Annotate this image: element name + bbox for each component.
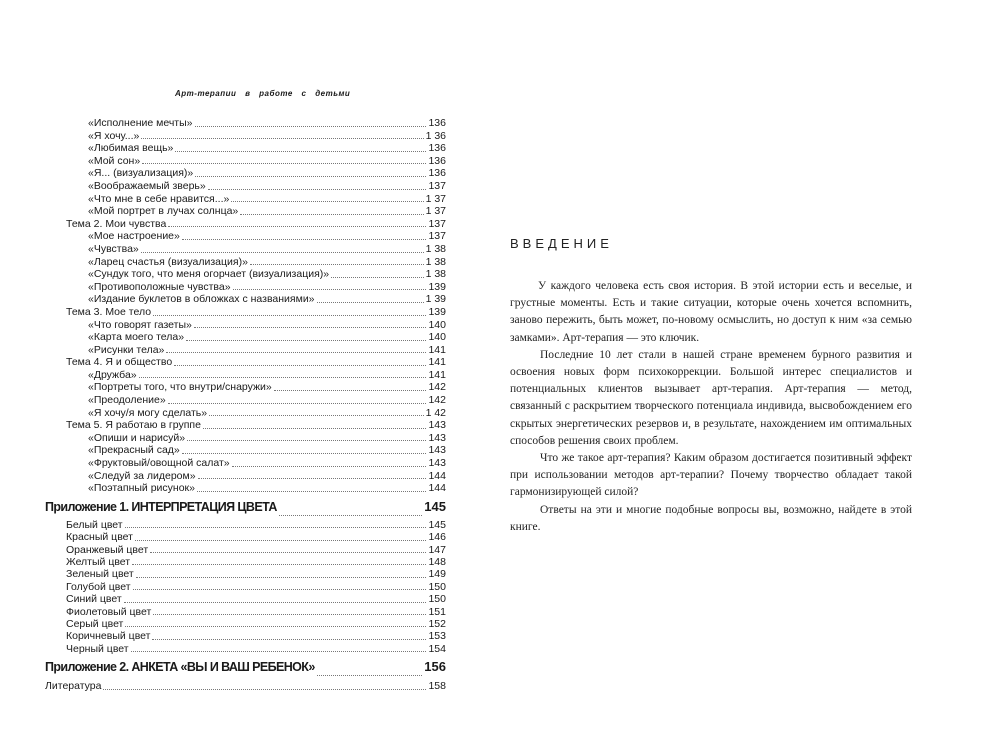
toc-entry-title: Фиолетовый цвет xyxy=(66,605,152,618)
dot-leader xyxy=(195,126,427,127)
toc-entry-title: Синий цвет xyxy=(66,593,122,606)
toc-entry-page: 1 38 xyxy=(425,255,446,268)
dot-leader xyxy=(175,151,426,152)
toc-entry-title: Красный цвет xyxy=(66,531,133,544)
toc-entry-page: 139 xyxy=(428,305,446,318)
toc-entry-title: Приложение 1. ИНТЕРПРЕТАЦИЯ ЦВЕТА xyxy=(45,499,277,514)
toc-entry-page: 141 xyxy=(428,368,446,381)
toc-entry xyxy=(0,593,500,605)
toc-entry xyxy=(0,630,500,642)
toc-entry xyxy=(0,519,500,531)
toc-entry-title: Тема 5. Я работаю в группе xyxy=(66,419,201,432)
toc-entry-title: Зеленый цвет xyxy=(66,568,134,581)
toc-entry xyxy=(0,568,500,580)
toc-entry xyxy=(0,444,500,457)
toc-entry-title: Тема 2. Мои чувства xyxy=(66,217,167,230)
paragraph: Ответы на эти и многие подобные вопросы вы, возможно, найдете в этой книге. xyxy=(510,503,912,533)
toc-entry-title: «Мой портрет в лучах солнца» xyxy=(88,205,239,218)
toc-entry-title: Голубой цвет xyxy=(66,580,131,593)
toc-entry-title: «Следуй за лидером» xyxy=(88,469,196,482)
toc-entry-title: Литература xyxy=(45,680,102,693)
toc-entry-title: Приложение 2. АНКЕТА «ВЫ И ВАШ РЕБЕНОК» xyxy=(45,660,315,675)
toc-entry-page: 1 37 xyxy=(425,205,446,218)
toc-entry-page: 142 xyxy=(428,381,446,394)
dot-leader xyxy=(250,264,424,265)
dot-leader xyxy=(197,491,426,492)
dot-leader xyxy=(174,365,426,366)
toc-entry-page: 143 xyxy=(428,444,446,457)
dot-leader xyxy=(240,214,423,215)
toc-entry xyxy=(0,180,500,193)
toc-entry-title: «Мой сон» xyxy=(88,154,141,167)
dot-leader xyxy=(198,478,427,479)
toc-entry xyxy=(0,281,500,294)
toc-entry-title: «Противоположные чувства» xyxy=(88,280,231,293)
dot-leader xyxy=(150,552,426,553)
dot-leader xyxy=(203,428,427,429)
toc-entry-page: 156 xyxy=(424,659,446,675)
toc-entry xyxy=(0,544,500,556)
toc-entry-page: 1 39 xyxy=(425,293,446,306)
dot-leader xyxy=(132,564,426,565)
toc-entry-page: 136 xyxy=(428,154,446,167)
dot-leader xyxy=(135,540,427,541)
toc-entry-page: 137 xyxy=(428,179,446,192)
toc-entry-page: 151 xyxy=(428,605,446,618)
toc-entry xyxy=(0,356,500,369)
dot-leader xyxy=(139,377,427,378)
dot-leader xyxy=(168,226,426,227)
toc-entry-title: «Прекрасный сад» xyxy=(88,444,180,457)
toc-entry-page: 154 xyxy=(428,642,446,655)
toc-entry-page: 1 37 xyxy=(425,192,446,205)
dot-leader xyxy=(166,352,426,353)
toc-entry-page: 143 xyxy=(428,457,446,470)
toc-entry-page: 143 xyxy=(428,431,446,444)
toc-entry-page: 141 xyxy=(428,343,446,356)
toc-entry-title: Тема 4. Я и общество xyxy=(66,356,173,369)
toc-entry xyxy=(0,482,500,495)
paragraph: Что же такое арт-терапия? Каким образом достигается позитивный эффект при использовании методов арт-терапии? Почему творчество обладает такой гармонизирующей силой? xyxy=(510,452,912,499)
toc-entry-title: Желтый цвет xyxy=(66,555,131,568)
toc-entry-title: «Что мне в себе нравится...» xyxy=(88,192,230,205)
toc-entry xyxy=(0,243,500,256)
toc-entry xyxy=(0,306,500,319)
dot-leader xyxy=(187,440,426,441)
toc-entry-title: «Исполнение мечты» xyxy=(88,117,193,129)
toc-entry-page: 145 xyxy=(424,498,446,514)
toc-entry-page: 144 xyxy=(428,482,446,495)
toc-entry-title: Коричневый цвет xyxy=(66,630,151,643)
toc-entry-title: «Издание буклетов в обложках с названиями» xyxy=(88,293,315,306)
table-of-contents xyxy=(0,117,500,693)
toc-entry-page: 143 xyxy=(428,419,446,432)
toc-entry-page: 150 xyxy=(428,593,446,606)
toc-entry-page: 136 xyxy=(428,167,446,180)
toc-entry xyxy=(0,556,500,568)
dot-leader xyxy=(194,327,427,328)
dot-leader xyxy=(233,289,427,290)
toc-entry xyxy=(0,581,500,593)
toc-entry-title: «Я хочу/я могу сделать» xyxy=(88,406,208,419)
paragraph: Последние 10 лет стали в нашей стране временем бурного развития и освоения новых форм психокоррекции. Большой интерес специалистов и потенциальных клиентов вызывает арт-терапия. Арт-терапия — метод, связанный с раскрытием творческого потенциала индивида, высвобождением его скрытых энергетических резервов и, в результате, нахождением им оптимальных способов решения своих проблем. xyxy=(510,348,912,447)
toc-entry-page: 141 xyxy=(428,356,446,369)
toc-entry xyxy=(0,419,500,432)
toc-entry-page: 158 xyxy=(428,680,446,693)
toc-entry xyxy=(0,655,500,679)
dot-leader xyxy=(274,390,427,391)
toc-entry-page: 1 36 xyxy=(425,129,446,142)
dot-leader xyxy=(133,589,427,590)
toc-entry-page: 149 xyxy=(428,568,446,581)
toc-entry-page: 137 xyxy=(428,217,446,230)
toc-entry-page: 140 xyxy=(428,318,446,331)
dot-leader xyxy=(125,626,426,627)
dot-leader xyxy=(168,403,427,404)
toc-entry-title: «Карта моего тела» xyxy=(88,331,185,344)
dot-leader xyxy=(124,602,427,603)
toc-entry xyxy=(0,344,500,357)
dot-leader xyxy=(195,176,426,177)
toc-entry-page: 152 xyxy=(428,617,446,630)
toc-entry xyxy=(0,293,500,306)
toc-entry-title: Черный цвет xyxy=(66,642,129,655)
toc-entry-page: 139 xyxy=(428,280,446,293)
toc-entry xyxy=(0,193,500,206)
toc-entry-page: 150 xyxy=(428,580,446,593)
toc-entry-title: «Ларец счастья (визуализация)» xyxy=(88,255,248,268)
toc-entry xyxy=(0,381,500,394)
toc-entry xyxy=(0,369,500,382)
chapter-heading: ВВЕДЕНИЕ xyxy=(510,236,613,251)
dot-leader xyxy=(153,315,426,316)
running-head: Арт-терапии в работе с детьми xyxy=(175,89,351,98)
toc-entry xyxy=(0,470,500,483)
dot-leader xyxy=(141,252,424,253)
toc-entry xyxy=(0,268,500,281)
dot-leader xyxy=(232,466,427,467)
toc-entry-page: 146 xyxy=(428,531,446,544)
dot-leader xyxy=(209,415,423,416)
toc-entry-title: «Мое настроение» xyxy=(88,230,180,243)
toc-entry-page: 144 xyxy=(428,469,446,482)
toc-entry-page: 147 xyxy=(428,543,446,556)
toc-entry-title: Серый цвет xyxy=(66,617,124,630)
toc-entry-title: «Я хочу...» xyxy=(88,129,140,142)
toc-entry xyxy=(0,319,500,332)
toc-entry-title: «Любимая вещь» xyxy=(88,142,174,155)
toc-entry-page: 140 xyxy=(428,331,446,344)
dot-leader xyxy=(136,577,427,578)
intro-text xyxy=(510,278,912,536)
toc-entry xyxy=(0,130,500,143)
toc-entry-page: 136 xyxy=(428,142,446,155)
toc-entry-title: «Я... (визуализация)» xyxy=(88,167,194,180)
toc-entry xyxy=(0,495,500,519)
toc-entry-title: «Что говорят газеты» xyxy=(88,318,192,331)
toc-entry-title: «Чувства» xyxy=(88,242,139,255)
toc-entry-page: 1 38 xyxy=(425,242,446,255)
dot-leader xyxy=(153,614,426,615)
toc-entry-title: «Портреты того, что внутри/снаружи» xyxy=(88,381,272,394)
toc-entry xyxy=(0,205,500,218)
dot-leader xyxy=(131,651,427,652)
toc-entry xyxy=(0,531,500,543)
toc-entry xyxy=(0,457,500,470)
dot-leader xyxy=(231,201,423,202)
toc-entry-title: Белый цвет xyxy=(66,518,123,531)
toc-entry-page: 142 xyxy=(428,394,446,407)
toc-entry-title: «Сундук того, что меня огорчает (визуализация)» xyxy=(88,268,330,281)
toc-entry-page: 148 xyxy=(428,555,446,568)
toc-entry-title: «Опиши и нарисуй» xyxy=(88,431,186,444)
dot-leader xyxy=(103,689,426,690)
toc-entry xyxy=(0,643,500,655)
right-page xyxy=(500,0,1000,752)
toc-entry xyxy=(0,117,500,130)
toc-entry xyxy=(0,618,500,630)
toc-entry xyxy=(0,331,500,344)
toc-entry xyxy=(0,167,500,180)
toc-entry xyxy=(0,407,500,420)
dot-leader xyxy=(125,527,427,528)
toc-entry-title: «Преодоление» xyxy=(88,394,166,407)
toc-entry-page: 1 38 xyxy=(425,268,446,281)
dot-leader xyxy=(152,639,426,640)
toc-entry-title: Тема 3. Мое тело xyxy=(66,305,152,318)
toc-entry xyxy=(0,394,500,407)
dot-leader xyxy=(208,189,427,190)
dot-leader xyxy=(317,675,423,676)
paragraph: У каждого человека есть своя история. В этой истории есть и веселые, и грустные моменты. Есть и такие ситуации, которые очень хочется вспомнить, заново пережить, быть может, по-новому осмыслить, но доступ к ним «за семью замками». Арт-терапия — это ключик. xyxy=(510,280,912,344)
toc-entry-title: «Воображаемый зверь» xyxy=(88,179,206,192)
toc-entry xyxy=(0,679,500,693)
toc-entry xyxy=(0,606,500,618)
dot-leader xyxy=(182,239,427,240)
toc-entry-page: 145 xyxy=(428,518,446,531)
toc-entry-page: 136 xyxy=(428,117,446,129)
toc-entry xyxy=(0,155,500,168)
toc-entry-title: «Поэтапный рисунок» xyxy=(88,482,195,495)
toc-entry-title: «Дружба» xyxy=(88,368,137,381)
dot-leader xyxy=(142,163,426,164)
dot-leader xyxy=(331,277,423,278)
toc-entry-title: «Фруктовый/овощной салат» xyxy=(88,457,230,470)
dot-leader xyxy=(141,138,423,139)
toc-entry xyxy=(0,142,500,155)
toc-entry-title: «Рисунки тела» xyxy=(88,343,165,356)
dot-leader xyxy=(279,515,423,516)
toc-entry xyxy=(0,432,500,445)
toc-entry-page: 137 xyxy=(428,230,446,243)
dot-leader xyxy=(186,340,426,341)
toc-entry-page: 153 xyxy=(428,630,446,643)
toc-entry xyxy=(0,230,500,243)
toc-entry-page: 1 42 xyxy=(425,406,446,419)
toc-entry xyxy=(0,256,500,269)
dot-leader xyxy=(182,453,427,454)
toc-entry xyxy=(0,218,500,231)
dot-leader xyxy=(317,302,424,303)
toc-entry-title: Оранжевый цвет xyxy=(66,543,149,556)
